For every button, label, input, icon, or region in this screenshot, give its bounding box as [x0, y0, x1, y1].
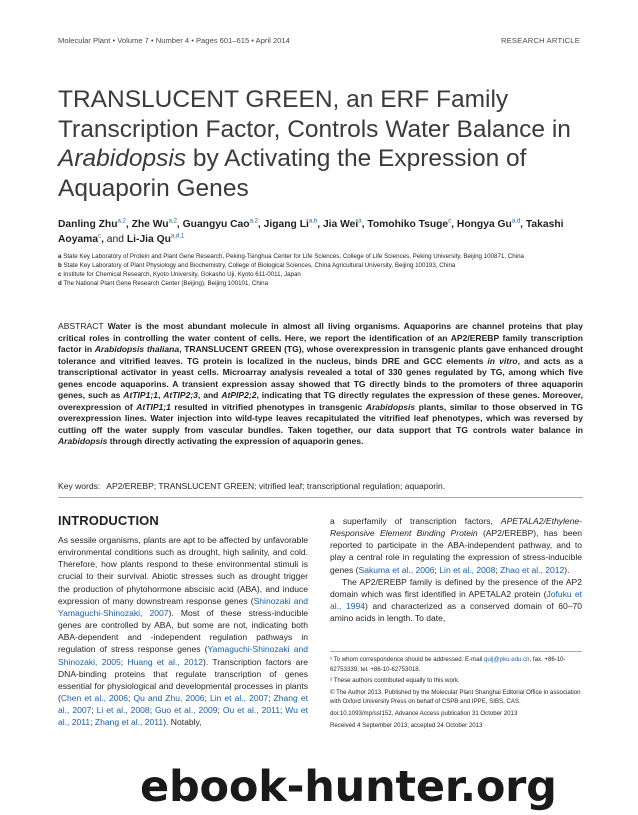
correspondence-text: ¹ To whom correspondence should be addressed. E-mail [330, 656, 485, 663]
body-text: ). Transcription factors are DNA-binding proteins that regulate transcription of genes essential for physiological and developmental processes in plants ( [58, 656, 309, 704]
affiliation-letter: d [58, 279, 62, 287]
author-affiliation-marker: a,2 [249, 218, 258, 225]
watermark: ebook-hunter.org [140, 762, 557, 812]
title-text-1: TRANSLUCENT GREEN, an ERF Family Transcription Factor, Controls Water Balance in [58, 86, 571, 143]
running-header [58, 36, 580, 48]
citation-link[interactable]: Huang et al., 2012 [127, 656, 203, 667]
body-text: ). Notably, [163, 717, 202, 728]
author-affiliation-marker: a [358, 218, 362, 225]
affiliation [58, 253, 588, 262]
author-list: Danling Zhu$^{a,2}$, Zhe Wu$^{a,2}$, Guangyu Cao$^{a,2}$, Jigang Li$^{a,b}$, Jia Wei$^a$, Tomohiko Tsuge$^c$, Hongya Gu$^{a,d}$, Takashi Aoyama$^c$, and Li-Jia Qu$^{a,d,1}$ [58, 218, 564, 245]
article-type-label: RESEARCH ARTICLE [500, 36, 580, 45]
body-text: ; [90, 717, 95, 728]
affiliation-letter: b [58, 261, 62, 269]
abstract-text: , TRANSLUCENT GREEN (TG), whose overexpression in transgenic plants gave enhanced drought tolerance and vitrified leaves. TG protein is localized in the nucleus, binds DRE and GCC elements [58, 344, 584, 366]
author-affiliation-marker: a,b [308, 218, 318, 225]
affiliation-text: The National Plant Gene Research Center (Beijing), Beijing 100101, China [63, 279, 269, 287]
citation-link[interactable]: Jofuku et al., 1994 [330, 588, 582, 612]
author-name[interactable]: Guangyu Cao [182, 219, 250, 230]
intro-right-column [330, 515, 582, 624]
body-text: ; [91, 705, 97, 716]
affiliation-text: Institute for Chemical Research, Kyoto University, Gokasho Uji, Kyoto 611-0011, Japan [63, 270, 301, 278]
body-text: ; [495, 564, 501, 575]
keywords-text: AP2/EREBP; TRANSLUCENT GREEN; vitrified leaf; transcriptional regulation; aquaporin. [106, 481, 446, 491]
citation-link[interactable]: Shinozaki and Yamaguchi-Shinozaki, 2007 [58, 595, 308, 618]
body-text: ). Most of these stress-inducible genes are controlled by ABA, but some are not, indicating both ABA-dependent and -independent regulation pathways in regulation of stress response genes ( [58, 607, 309, 655]
body-text: ; [128, 693, 134, 704]
abstract [58, 321, 583, 448]
body-text: ; [268, 693, 274, 704]
received-note: Received 4 September 2013; accepted 24 October 2013 [330, 721, 483, 729]
abstract-text: Water is the most abundant molecule in almost all living organisms. Aquaporins are channel proteins that play critical roles in controlling the water content of cells. Here, we report the identification of an AP2/EREBP family transcription factor in [58, 321, 583, 355]
body-text: ). [564, 564, 570, 575]
abstract-label: ABSTRACT [58, 321, 104, 331]
abstract-text: through directly activating the expression of aquaporin genes. [107, 436, 364, 447]
abstract-text: plants, similar to those observed in TG overexpression lines. Water injection into wild-type leaves recapitulated the vitrified leaf phenotypes, which was reversed by cutting off the water supply from vascular bundles. Taken together, our data support that TG controls water balance in [58, 401, 583, 435]
intro-right-paragraph-2 [330, 576, 582, 625]
copyright-note: © The Author 2013. Published by the Molecular Plant Shanghai Editorial Office in association with Oxford University Press on behalf of CSPB and IPPE, SIBS, CAS. [330, 688, 581, 706]
author-affiliation-marker: a,d [511, 218, 521, 225]
author-affiliation-marker: a,d,1 [170, 233, 185, 240]
citation-link[interactable]: Ou et al., 2011 [222, 705, 280, 716]
title-text-2: by Activating the Expression of Aquaporin Genes [58, 145, 527, 202]
correspondence-note [330, 655, 582, 674]
author-name[interactable]: Takashi Aoyama [58, 219, 564, 245]
equal-contribution-note: ² These authors contributed equally to this work. [330, 677, 460, 685]
body-text-italic: APETALA2/Ethylene-Responsive Element Binding Protein [330, 516, 582, 539]
author-name[interactable]: Tomohiko Tsuge [367, 219, 449, 230]
affiliation-text: State Key Laboratory of Protein and Plant Gene Research, Peking-Tsinghua Center for Life Sciences, College of Life Sciences, Peking University, Beijing 100871, China [63, 253, 524, 260]
author-name[interactable]: Danling Zhu [58, 219, 118, 230]
body-text: ; [434, 564, 440, 575]
author-affiliation-marker: a,2 [168, 218, 177, 225]
intro-right-paragraph-1 [330, 515, 582, 576]
citation-link[interactable]: Zhao et al., 2012 [500, 564, 565, 575]
divider-rule [58, 497, 583, 498]
abstract-text: in vitro [487, 355, 518, 366]
body-text: As sessile organisms, plants are apt to be affected by unfavorable environmental conditions such as drought, high salinity, and cold. Therefore, how plants respond to these environmental stimuli is crucial to their survival. Abiotic stresses such as drought trigger the production of phytohormone abscisic acid (ABA), and induce expression of many downstream response genes ( [58, 535, 308, 606]
citation-link[interactable]: Lin et al., 2008 [439, 564, 496, 575]
footnotes [330, 655, 582, 732]
contact-numbers: , fax. +86-10-62753339, tel. +86-10-62753018. [330, 656, 566, 673]
body-text: ) and characterized as a conserved domain of 60–70 amino acids in length. To date, [330, 601, 582, 624]
intro-left-column [58, 534, 308, 729]
body-text: a superfamily of transcription factors, [330, 516, 501, 526]
abstract-text: AtTIP2;3 [163, 390, 198, 401]
article-title [58, 85, 598, 203]
abstract-text: , and [197, 390, 222, 401]
affiliation-text: State Key Laboratory of Plant Physiology and Biochemistry, College of Biological Sciences, China Agricultural University, Beijing 100193, China [63, 261, 456, 269]
citation-link[interactable]: Zhang et al., 2011 [94, 717, 164, 728]
citation-link[interactable]: Wu et al., 2011 [58, 705, 308, 728]
affiliation [58, 262, 588, 271]
citation-link[interactable]: Sakuma et al., 2006 [358, 564, 435, 575]
body-text: (AP2/EREBP), has been reported to participate in the ABA-independent pathway, and to play a central role in regulating the expression of stress-inducible genes ( [330, 528, 582, 575]
keywords [58, 481, 583, 491]
journal-citation: Molecular Plant • Volume 7 • Number 4 • Pages 601–615 • April 2014 [58, 36, 290, 45]
doi-note: doi:10.1093/mp/sst152, Advance Access publication 31 October 2013 [330, 709, 518, 717]
body-text: ; [217, 705, 223, 716]
abstract-text: , and acts as a transcriptional activator in yeast cells. Microarray analysis revealed a total of 330 genes regulated by TG, among which five genes encode aquaporins. A transient expression assay showed that TG directly binds to the promoters of three aquaporin genes, such as [58, 355, 583, 401]
author-name[interactable]: Zhe Wu [131, 219, 169, 230]
citation-link[interactable]: Qu and Zhu, 2006 [133, 693, 205, 704]
body-text: The AP2/EREBP family is defined by the presence of the AP2 domain which was first identified in APETALA2 protein ( [330, 576, 582, 599]
footnote-rule [330, 651, 582, 652]
abstract-text: AtTIP1;1 [136, 401, 171, 412]
abstract-text: Arabidopsis [58, 436, 108, 447]
author-affiliation-marker: a,2 [117, 218, 126, 225]
author-affiliation-marker: c [98, 233, 102, 240]
body-text: ; [149, 705, 155, 716]
body-text: ; [279, 705, 286, 716]
body-text: ; [120, 656, 128, 667]
abstract-text: AtPIP2;2 [221, 390, 257, 401]
citation-link[interactable]: Li et al., 2008 [96, 705, 150, 716]
author-name[interactable]: Jigang Li [263, 219, 309, 230]
author-name[interactable]: Jia Wei [322, 219, 359, 230]
citation-link[interactable]: Lin et al., 2007 [209, 693, 269, 704]
citation-link[interactable]: Zhang et al., 2007 [58, 693, 309, 716]
affiliation-letter: a [58, 253, 62, 260]
citation-link[interactable]: Yamaguchi-Shinozaki and Shinozaki, 2005 [58, 644, 308, 667]
citation-link[interactable]: Chen et al., 2006 [60, 693, 129, 704]
citation-link[interactable]: Guo et al., 2009 [155, 705, 218, 716]
author-name[interactable]: Li-Jia Qu [126, 233, 171, 245]
abstract-text: AtTIP1;1 [123, 390, 158, 401]
affiliation-letter: c [58, 270, 62, 278]
abstract-text: resulted in vitrified phenotypes in transgenic [170, 401, 366, 412]
affiliation [58, 271, 588, 280]
author-conjunction: and [106, 233, 124, 245]
body-text: ; [204, 693, 210, 704]
abstract-text: Arabidopsis thaliana [94, 344, 180, 355]
affiliation [58, 280, 588, 289]
email-link[interactable]: qulj@pku.edu.cn [484, 656, 530, 663]
title-italic-species: Arabidopsis [58, 145, 187, 172]
author-name[interactable]: Hongya Gu [456, 219, 512, 230]
section-heading: INTRODUCTION [58, 513, 159, 528]
abstract-text: Arabidopsis [365, 401, 416, 412]
author-affiliation-marker: c [448, 218, 452, 225]
abstract-text: , indicating that TG directly regulates the expression of these genes. Moreover, overexpression of [58, 390, 584, 412]
abstract-text: , [157, 390, 164, 401]
affiliation-list [58, 253, 588, 289]
keywords-label: Key words: [58, 481, 101, 491]
